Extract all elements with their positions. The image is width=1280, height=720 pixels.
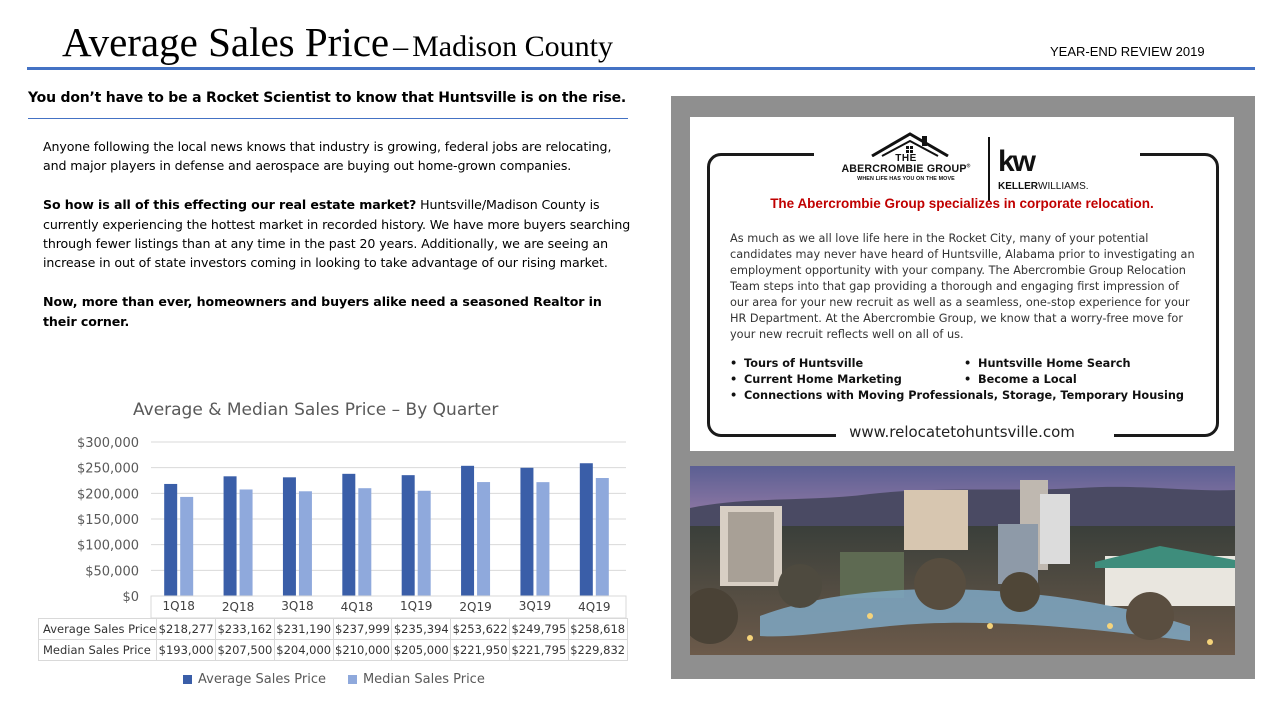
logo-the: THE: [895, 153, 917, 164]
logo-divider: [988, 137, 990, 201]
bar-median: [477, 482, 490, 596]
ad-url: www.relocatetohuntsville.com: [849, 423, 1075, 441]
y-tick-label: $50,000: [85, 564, 139, 580]
logo-tagline: WHEN LIFE HAS YOU ON THE MOVE: [857, 176, 955, 182]
data-table-cell: $237,999: [333, 619, 392, 640]
data-table-cell: $205,000: [392, 640, 451, 661]
x-tick-label: 3Q19: [518, 599, 552, 613]
ad-bullet: • Huntsville Home Search: [964, 357, 1131, 370]
logo-name: [836, 163, 976, 175]
logo-registered-mark: ®: [966, 163, 971, 170]
logo-name-text: ABERCROMBIE GROUP: [841, 163, 967, 175]
ad-bullet: • Tours of Huntsville: [730, 357, 863, 370]
y-tick-label: $300,000: [76, 436, 139, 451]
data-table-cell: $221,795: [509, 640, 568, 661]
relocation-ad: [690, 117, 1234, 451]
data-table-row-label: Average Sales Price: [39, 619, 157, 640]
article-paragraph-2-text: Huntsville/Madison County is currently experiencing the hottest market in recorded history. We have more buyers searching through fewer listings than at any time in the past 20 years. Additionally, we are seeing an increase in out of state investors coming in looking to take advantage of our rising market.: [43, 197, 631, 271]
chart-data-table: [38, 618, 628, 661]
data-table-row-median: [39, 640, 628, 661]
data-table-cell: $204,000: [274, 640, 333, 661]
ad-logo: [836, 131, 1096, 191]
y-tick-label: $150,000: [76, 513, 139, 528]
data-table-cell: $221,950: [451, 640, 510, 661]
bar-average: [342, 474, 355, 596]
huntsville-skyline-photo: [690, 466, 1235, 655]
x-tick-label: 2Q19: [459, 600, 492, 614]
data-table-row-label: Median Sales Price: [39, 640, 157, 661]
y-tick-label: $200,000: [76, 487, 139, 503]
data-table-cell: $233,162: [216, 619, 275, 640]
y-tick-label: $100,000: [76, 538, 139, 554]
x-tick-label: 2Q18: [221, 600, 255, 614]
review-label: YEAR-END REVIEW 2019: [1050, 44, 1205, 59]
data-table-cell: $207,500: [216, 640, 275, 661]
bar-average: [461, 466, 474, 596]
article-question: So how is all of this effecting our real estate market?: [43, 197, 417, 213]
bar-median: [358, 488, 371, 596]
page-title-sub: Madison County: [412, 30, 613, 63]
bar-average: [283, 477, 296, 596]
kw-williams: WILLIAMS.: [1038, 181, 1089, 192]
bar-median: [299, 491, 312, 596]
data-table-cell: $231,190: [274, 619, 333, 640]
article-paragraph-1: Anyone following the local news knows that industry is growing, federal jobs are relocating, and major players in defense and aerospace are buying out home-grown companies.: [43, 139, 612, 174]
data-table-cell: $253,622: [451, 619, 510, 640]
x-tick-label: 1Q19: [400, 599, 433, 613]
ad-bullet: • Current Home Marketing: [730, 373, 902, 386]
page-title-dash: –: [393, 30, 409, 63]
data-table-cell: $258,618: [568, 619, 627, 640]
ad-bullet: • Connections with Moving Professionals, Storage, Temporary Housing: [730, 389, 1184, 402]
legend-swatch-median: [348, 675, 357, 684]
keller-williams-wordmark: [998, 181, 1089, 192]
bar-median: [180, 497, 193, 596]
y-tick-label: $250,000: [76, 461, 139, 477]
bar-median: [596, 478, 609, 596]
bar-average: [580, 463, 593, 596]
x-tick-label: 4Q18: [340, 600, 373, 614]
legend-item-median: [348, 672, 485, 687]
data-table-cell: $229,832: [568, 640, 627, 661]
bar-average: [402, 475, 415, 596]
chart-legend: [183, 672, 485, 687]
ad-bullet: • Become a Local: [964, 373, 1077, 386]
data-table-cell: $218,277: [157, 619, 216, 640]
x-tick-label: 1Q18: [162, 599, 195, 613]
data-table-cell: $249,795: [509, 619, 568, 640]
data-table-cell: $235,394: [392, 619, 451, 640]
legend-item-average: [183, 672, 326, 687]
legend-label-median: Median Sales Price: [362, 672, 485, 687]
data-table-cell: $210,000: [333, 640, 392, 661]
article-callout: Now, more than ever, homeowners and buyers alike need a seasoned Realtor in their corner.: [43, 294, 602, 329]
ad-headline: The Abercrombie Group specializes in corporate relocation.: [770, 196, 1154, 211]
bar-average: [224, 476, 237, 596]
bar-average: [164, 484, 177, 596]
bar-median: [536, 482, 549, 596]
bar-median: [418, 491, 431, 596]
legend-swatch-average: [183, 675, 192, 684]
chart-title: Average & Median Sales Price – By Quarter: [133, 400, 499, 420]
x-tick-label: 3Q18: [281, 599, 314, 613]
article-headline: You don’t have to be a Rocket Scientist to know that Huntsville is on the rise.: [28, 90, 627, 106]
x-tick-label: 4Q19: [578, 600, 611, 614]
keller-williams-logo-mark: kw: [998, 145, 1035, 178]
data-table-cell: $193,000: [157, 640, 216, 661]
legend-label-average: Average Sales Price: [198, 672, 326, 687]
bar-average: [520, 468, 533, 596]
ad-body: As much as we all love life here in the Rocket City, many of your potential candidates may never have heard of Huntsville, Alabama prior to investigating an employment opportunity with your company. The Abercrombie Group Relocation Team steps into that gap providing a thorough and engaging first impression of our area for your new recruit as well as a seamless, one-stop experience for your HR Department. At the Abercrombie Group, we know that a worry-free move for your new recruit reflects well on all of us.: [730, 232, 1195, 341]
page-title-main: Average Sales Price: [62, 19, 390, 65]
data-table-row-average: [39, 619, 628, 640]
bar-median: [240, 489, 253, 596]
y-tick-label: $0: [122, 590, 139, 605]
kw-keller: KELLER: [998, 181, 1038, 192]
